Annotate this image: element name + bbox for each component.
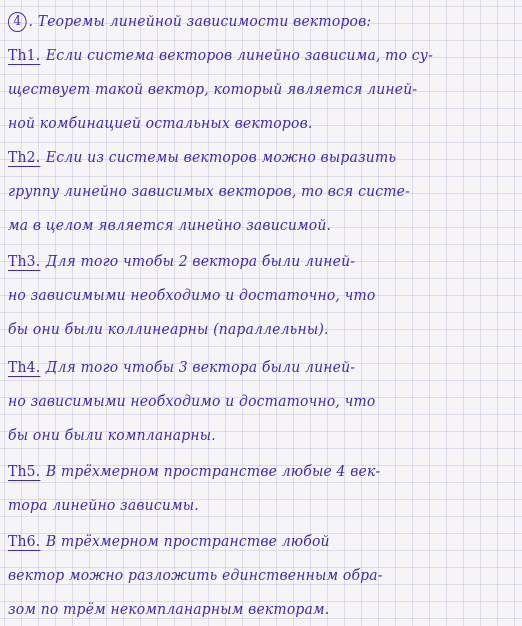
theorem-line <box>8 524 330 558</box>
section-number: 4 <box>8 12 27 32</box>
theorem-text: тора линейно зависимы. <box>8 496 199 514</box>
theorem-line <box>8 106 313 140</box>
theorem-text: Если из системы векторов можно выразить <box>45 148 397 166</box>
theorem-label: Th4. <box>8 358 41 376</box>
theorem-line <box>8 72 417 106</box>
theorem-label: Th6. <box>8 532 41 550</box>
theorem-label: Th3. <box>8 252 41 270</box>
theorem-text: но зависимыми необходимо и достаточно, что <box>8 392 376 410</box>
theorem-line <box>8 208 331 242</box>
theorem-text: Для того чтобы 3 вектора были линей- <box>45 358 356 376</box>
theorem-label: Th1. <box>8 46 41 64</box>
theorem-text: В трёхмерном пространстве любые 4 век- <box>45 462 381 480</box>
theorem-text: Для того чтобы 2 вектора были линей- <box>45 252 356 270</box>
theorem-line <box>8 278 376 312</box>
theorem-text: вектор можно разложить единственным обра- <box>8 566 383 584</box>
theorem-text: бы они были коллинеарны (параллельны). <box>8 320 329 338</box>
theorem-text: ной комбинацией остальных векторов. <box>8 114 313 132</box>
theorem-line <box>8 244 355 278</box>
heading-line <box>8 4 371 38</box>
theorem-text: бы они были компланарны. <box>8 426 216 444</box>
heading-title: . Теоремы линейной зависимости векторов: <box>28 12 372 30</box>
theorem-line <box>8 592 329 626</box>
theorem-line <box>8 140 396 174</box>
theorem-line <box>8 38 433 72</box>
theorem-line <box>8 558 383 592</box>
theorem-text: В трёхмерном пространстве любой <box>45 532 330 550</box>
theorem-text: группу линейно зависимых векторов, то вся систе- <box>8 182 410 200</box>
theorem-label: Th2. <box>8 148 41 166</box>
theorem-line <box>8 418 216 452</box>
theorem-line <box>8 384 376 418</box>
theorem-text: ществует такой вектор, который является линей- <box>8 80 418 98</box>
theorem-line <box>8 454 380 488</box>
theorem-text: Если система векторов линейно зависима, то су- <box>45 46 433 64</box>
theorem-line <box>8 312 329 346</box>
theorem-line <box>8 174 410 208</box>
theorem-text: зом по трём некомпланарным векторам. <box>8 600 330 618</box>
theorem-line <box>8 350 355 384</box>
theorem-text: но зависимыми необходимо и достаточно, что <box>8 286 376 304</box>
theorem-text: ма в целом является линейно зависимой. <box>8 216 332 234</box>
theorem-label: Th5. <box>8 462 41 480</box>
theorem-line <box>8 488 199 522</box>
